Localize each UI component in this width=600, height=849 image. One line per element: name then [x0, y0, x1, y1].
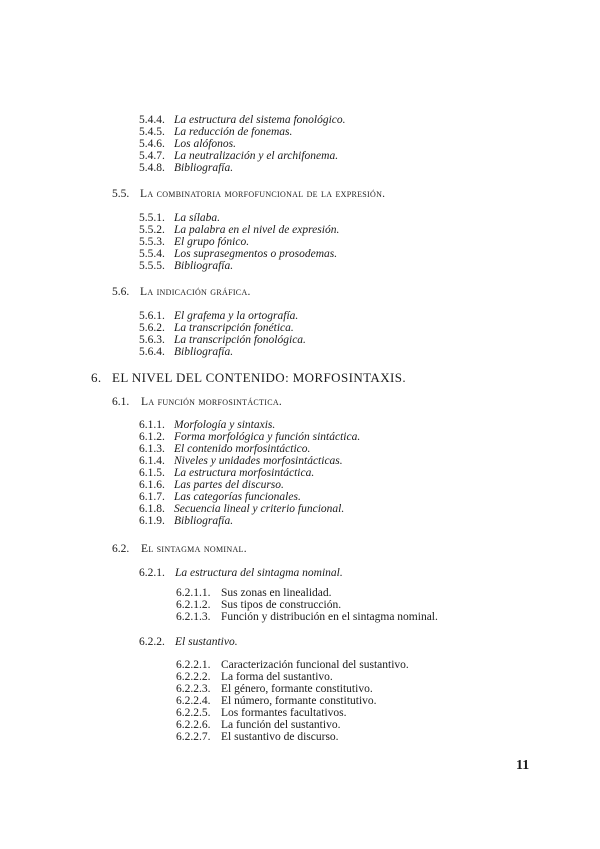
entry-title: Forma morfológica y función sintáctica. — [174, 431, 361, 443]
entry-title: El género, formante constitutivo. — [221, 683, 373, 695]
entry-title: Bibliografía. — [174, 162, 234, 174]
entry-number: 6.1.3. — [139, 443, 165, 455]
entry-title: Bibliografía. — [174, 260, 234, 272]
toc-entry — [139, 431, 360, 443]
toc-section — [112, 286, 251, 298]
entry-title: El número, formante constitutivo. — [221, 695, 377, 707]
toc-entry — [176, 707, 347, 719]
toc-section — [112, 543, 247, 555]
toc-entry — [139, 419, 275, 431]
toc-entry — [139, 260, 233, 272]
entry-title: Sus zonas en linealidad. — [221, 587, 332, 599]
toc-section — [112, 396, 282, 408]
entry-title: La función del sustantivo. — [221, 719, 341, 731]
toc-entry — [139, 114, 346, 126]
entry-number: 6.2.1.2. — [176, 599, 211, 611]
entry-number: 6.1.7. — [139, 491, 165, 503]
toc-entry — [139, 322, 294, 334]
toc-chapter — [91, 372, 406, 384]
toc-entry — [139, 503, 344, 515]
entry-title: El contenido morfosintáctico. — [174, 443, 311, 455]
subsection-number: 6.2.2. — [139, 636, 165, 648]
toc-section — [112, 188, 385, 200]
section-title: La indicación gráfica. — [140, 286, 251, 298]
entry-title: La forma del sustantivo. — [221, 671, 333, 683]
toc-entry — [176, 671, 333, 683]
toc-entry — [139, 515, 233, 527]
toc-entry — [139, 248, 337, 260]
entry-number: 5.5.1. — [139, 212, 165, 224]
entry-number: 6.1.4. — [139, 455, 165, 467]
toc-entry — [139, 126, 292, 138]
entry-title: Las categorías funcionales. — [174, 491, 301, 503]
entry-number: 5.4.4. — [139, 114, 165, 126]
toc-entry — [139, 212, 220, 224]
entry-number: 5.5.2. — [139, 224, 165, 236]
toc-entry — [176, 587, 332, 599]
subsection-title: El sustantivo. — [175, 636, 238, 648]
toc-entry — [139, 310, 298, 322]
section-title: El sintagma nominal. — [141, 543, 247, 555]
entry-number: 6.2.2.5. — [176, 707, 211, 719]
toc-entry — [176, 695, 377, 707]
entry-title: La transcripción fonológica. — [174, 334, 306, 346]
toc-entry — [139, 138, 236, 150]
toc-entry — [139, 443, 310, 455]
entry-title: El sustantivo de discurso. — [221, 731, 339, 743]
entry-number: 6.2.2.7. — [176, 731, 211, 743]
entry-number: 5.4.8. — [139, 162, 165, 174]
entry-number: 6.1.8. — [139, 503, 165, 515]
subsection-title: La estructura del sintagma nominal. — [175, 567, 343, 579]
toc-entry — [139, 224, 339, 236]
toc-entry — [139, 479, 284, 491]
entry-title: El grafema y la ortografía. — [174, 310, 299, 322]
entry-number: 5.6.3. — [139, 334, 165, 346]
section-number: 6.2. — [112, 543, 130, 555]
entry-number: 5.5.3. — [139, 236, 165, 248]
toc-entry — [139, 236, 249, 248]
toc-entry — [139, 162, 233, 174]
entry-number: 5.4.7. — [139, 150, 165, 162]
entry-title: Secuencia lineal y criterio funcional. — [174, 503, 345, 515]
chapter-number: 6. — [91, 370, 102, 385]
entry-number: 5.4.5. — [139, 126, 165, 138]
toc-entry — [139, 334, 306, 346]
subsection-number: 6.2.1. — [139, 567, 165, 579]
entry-number: 6.1.9. — [139, 515, 165, 527]
toc-entry — [139, 150, 338, 162]
entry-title: La transcripción fonética. — [174, 322, 294, 334]
entry-number: 6.2.1.3. — [176, 611, 211, 623]
chapter-title: EL NIVEL DEL CONTENIDO: MORFOSINTAXIS. — [112, 370, 406, 385]
entry-number: 6.2.2.4. — [176, 695, 211, 707]
entry-number: 5.6.1. — [139, 310, 165, 322]
toc-subsection — [139, 636, 238, 648]
toc-entry — [139, 467, 314, 479]
entry-number: 6.1.1. — [139, 419, 165, 431]
entry-number: 6.2.2.2. — [176, 671, 211, 683]
toc-entry — [176, 599, 341, 611]
entry-number: 5.6.2. — [139, 322, 165, 334]
toc-entry — [139, 346, 233, 358]
entry-title: La neutralización y el archifonema. — [174, 150, 339, 162]
entry-title: Sus tipos de construcción. — [221, 599, 342, 611]
entry-number: 5.4.6. — [139, 138, 165, 150]
toc-entry — [176, 683, 373, 695]
entry-title: Bibliografía. — [174, 346, 234, 358]
toc-entry — [176, 719, 340, 731]
entry-title: Las partes del discurso. — [174, 479, 284, 491]
entry-number: 6.1.6. — [139, 479, 165, 491]
entry-number: 6.2.1.1. — [176, 587, 211, 599]
section-number: 6.1. — [112, 396, 130, 408]
toc-entry — [176, 611, 438, 623]
entry-title: La palabra en el nivel de expresión. — [174, 224, 340, 236]
page-number: 11 — [516, 758, 530, 773]
entry-number: 6.2.2.3. — [176, 683, 211, 695]
section-number: 5.5. — [112, 188, 130, 200]
entry-title: Morfología y sintaxis. — [174, 419, 276, 431]
toc-entry — [139, 455, 343, 467]
entry-number: 6.2.2.1. — [176, 659, 211, 671]
entry-number: 6.2.2.6. — [176, 719, 211, 731]
entry-number: 6.1.2. — [139, 431, 165, 443]
toc-entry — [176, 731, 339, 743]
entry-number: 5.6.4. — [139, 346, 165, 358]
section-number: 5.6. — [112, 286, 130, 298]
entry-title: Los alófonos. — [174, 138, 236, 150]
toc-entry — [139, 491, 301, 503]
section-title: La combinatoria morfofuncional de la expresión. — [140, 188, 386, 200]
entry-title: Caracterización funcional del sustantivo. — [221, 659, 409, 671]
entry-title: Función y distribución en el sintagma nominal. — [221, 611, 438, 623]
entry-title: La estructura del sistema fonológico. — [174, 114, 346, 126]
toc-subsection — [139, 567, 343, 579]
entry-title: La estructura morfosintáctica. — [174, 467, 315, 479]
entry-title: Los suprasegmentos o prosodemas. — [174, 248, 338, 260]
entry-title: El grupo fónico. — [174, 236, 250, 248]
toc-entry — [176, 659, 409, 671]
entry-title: La sílaba. — [174, 212, 221, 224]
entry-title: Niveles y unidades morfosintácticas. — [174, 455, 343, 467]
entry-number: 5.5.4. — [139, 248, 165, 260]
entry-title: Bibliografía. — [174, 515, 234, 527]
entry-title: Los formantes facultativos. — [221, 707, 347, 719]
entry-number: 6.1.5. — [139, 467, 165, 479]
section-title: La función morfosintáctica. — [141, 396, 283, 408]
entry-number: 5.5.5. — [139, 260, 165, 272]
entry-title: La reducción de fonemas. — [174, 126, 293, 138]
